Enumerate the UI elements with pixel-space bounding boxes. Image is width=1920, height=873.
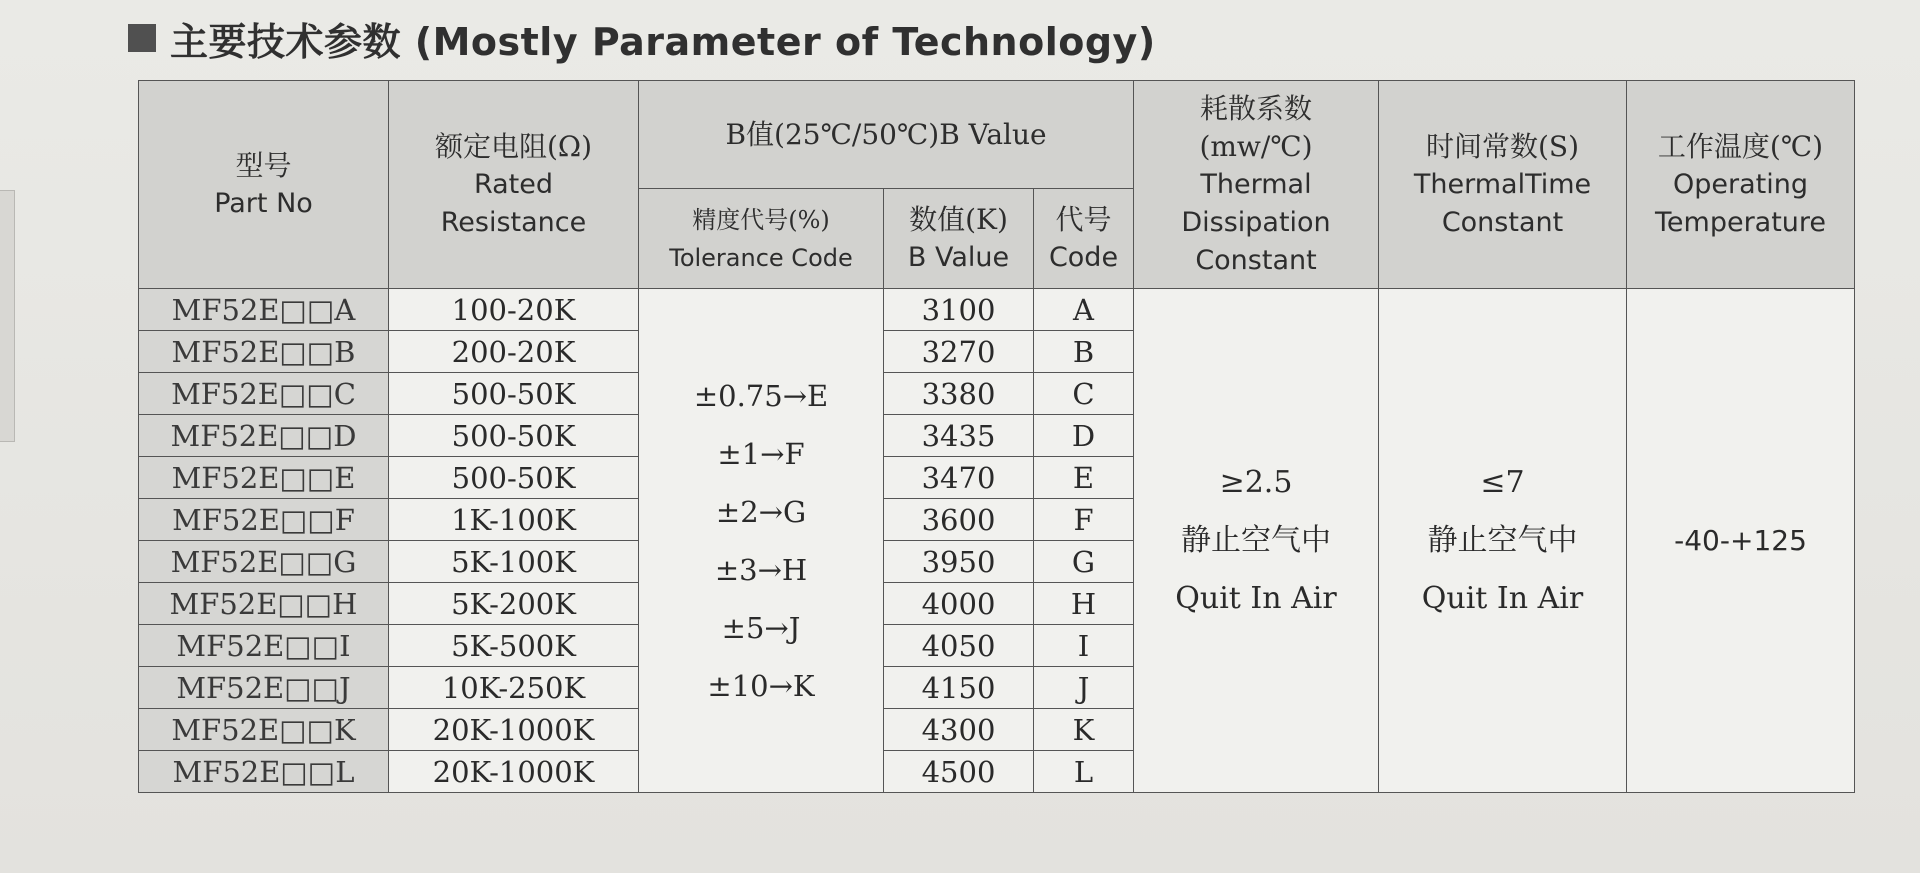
header-dissip-cn: 耗散系数 — [1200, 91, 1313, 125]
code-cell: F — [1034, 499, 1134, 541]
dissipation-cell — [1134, 289, 1379, 793]
header-dissip-en1: Thermal — [1200, 168, 1312, 200]
dissipation-cell-cn: 静止空气中 — [1181, 522, 1332, 558]
header-code — [1034, 189, 1134, 289]
tolerance-code-item: ±1→F — [717, 436, 805, 471]
dissipation-cell-value: ≥2.5 — [1219, 464, 1293, 500]
parameter-table-wrap — [138, 80, 1855, 793]
code-cell: G — [1034, 541, 1134, 583]
header-dissip-unit: (mw/℃) — [1199, 129, 1313, 163]
code-cell: K — [1034, 709, 1134, 751]
resistance-cell: 5K-100K — [389, 541, 639, 583]
part-no-cell: MF52E□□A — [139, 289, 389, 331]
header-rated-cn: 额定电阻(Ω) — [434, 129, 593, 163]
resistance-cell: 20K-1000K — [389, 709, 639, 751]
bvalue-cell: 4000 — [884, 583, 1034, 625]
part-no-cell: MF52E□□K — [139, 709, 389, 751]
resistance-cell: 500-50K — [389, 373, 639, 415]
dissipation-cell-en: Quit In Air — [1175, 580, 1337, 616]
time-constant-cell-cn: 静止空气中 — [1427, 522, 1578, 558]
header-time-cn: 时间常数(S) — [1426, 129, 1580, 163]
bvalue-cell: 3470 — [884, 457, 1034, 499]
bvalue-cell: 3435 — [884, 415, 1034, 457]
header-bvalue-group-text: B值(25℃/50℃)B Value — [725, 117, 1047, 151]
resistance-cell: 20K-1000K — [389, 751, 639, 793]
header-code-cn: 代号 — [1055, 202, 1112, 236]
page-edge-strip — [0, 190, 15, 442]
header-time-en1: ThermalTime — [1413, 168, 1592, 200]
resistance-cell: 1K-100K — [389, 499, 639, 541]
part-no-cell: MF52E□□F — [139, 499, 389, 541]
bvalue-cell: 4300 — [884, 709, 1034, 751]
part-no-cell: MF52E□□G — [139, 541, 389, 583]
header-tolerance-code — [639, 189, 884, 289]
header-bval-cn: 数值(K) — [909, 202, 1008, 236]
part-no-cell: MF52E□□I — [139, 625, 389, 667]
code-cell: L — [1034, 751, 1134, 793]
header-temp-en2: Temperature — [1655, 206, 1827, 238]
parameter-table-body — [139, 289, 1855, 793]
code-cell: E — [1034, 457, 1134, 499]
part-no-cell: MF52E□□H — [139, 583, 389, 625]
header-dissipation — [1134, 81, 1379, 289]
resistance-cell: 500-50K — [389, 415, 639, 457]
header-tol-en: Tolerance Code — [669, 243, 853, 272]
tolerance-code-item: ±10→K — [707, 668, 815, 703]
operating-temp-cell: -40-+125 — [1627, 289, 1855, 793]
header-part-no-cn: 型号 — [235, 148, 292, 182]
bvalue-cell: 3100 — [884, 289, 1034, 331]
part-no-cell: MF52E□□J — [139, 667, 389, 709]
table-row — [139, 289, 1855, 331]
part-no-cell: MF52E□□E — [139, 457, 389, 499]
header-time-en2: Constant — [1441, 206, 1564, 238]
resistance-cell: 500-50K — [389, 457, 639, 499]
code-cell: J — [1034, 667, 1134, 709]
tolerance-code-item: ±2→G — [715, 494, 807, 529]
tolerance-code-item: ±5→J — [721, 610, 801, 645]
square-bullet-icon — [128, 24, 156, 52]
bvalue-cell: 3380 — [884, 373, 1034, 415]
header-operating-temp — [1627, 81, 1855, 289]
bvalue-cell: 4050 — [884, 625, 1034, 667]
resistance-cell: 200-20K — [389, 331, 639, 373]
header-tol-cn: 精度代号(%) — [692, 205, 830, 234]
resistance-cell: 5K-200K — [389, 583, 639, 625]
tolerance-code-item: ±3→H — [714, 552, 808, 587]
header-bval-en: B Value — [907, 241, 1010, 273]
header-bvalue-group — [639, 81, 1134, 189]
bvalue-cell: 3950 — [884, 541, 1034, 583]
tolerance-code-item: ±0.75→E — [693, 378, 829, 413]
code-cell: A — [1034, 289, 1134, 331]
header-temp-en1: Operating — [1673, 168, 1809, 200]
bvalue-cell: 3270 — [884, 331, 1034, 373]
code-cell: H — [1034, 583, 1134, 625]
bvalue-cell: 4500 — [884, 751, 1034, 793]
header-rated-en1: Rated — [473, 168, 554, 200]
header-dissip-en2: Dissipation — [1181, 206, 1331, 238]
bvalue-cell: 3600 — [884, 499, 1034, 541]
header-time-constant — [1379, 81, 1627, 289]
parameter-table — [138, 80, 1855, 793]
part-no-cell: MF52E□□D — [139, 415, 389, 457]
part-no-cell: MF52E□□L — [139, 751, 389, 793]
code-cell: B — [1034, 331, 1134, 373]
header-temp-cn: 工作温度(℃) — [1657, 129, 1824, 163]
header-dissip-en3: Constant — [1195, 244, 1317, 276]
code-cell: D — [1034, 415, 1134, 457]
header-rated-en2: Resistance — [440, 206, 587, 238]
part-no-cell: MF52E□□B — [139, 331, 389, 373]
resistance-cell: 5K-500K — [389, 625, 639, 667]
part-no-cell: MF52E□□C — [139, 373, 389, 415]
header-bvalue — [884, 189, 1034, 289]
code-cell: I — [1034, 625, 1134, 667]
time-constant-cell — [1379, 289, 1627, 793]
section-title: 主要技术参数 (Mostly Parameter of Technology) — [170, 19, 1156, 64]
time-constant-cell-value: ≤7 — [1480, 464, 1525, 500]
header-part-no — [139, 81, 389, 289]
code-cell: C — [1034, 373, 1134, 415]
resistance-cell: 100-20K — [389, 289, 639, 331]
bvalue-cell: 4150 — [884, 667, 1034, 709]
header-code-en: Code — [1048, 241, 1119, 273]
resistance-cell: 10K-250K — [389, 667, 639, 709]
time-constant-cell-en: Quit In Air — [1421, 580, 1584, 616]
header-part-no-en: Part No — [214, 187, 313, 219]
section-heading — [128, 8, 1156, 68]
tolerance-code-cell — [639, 289, 884, 793]
header-rated-resistance — [389, 81, 639, 289]
